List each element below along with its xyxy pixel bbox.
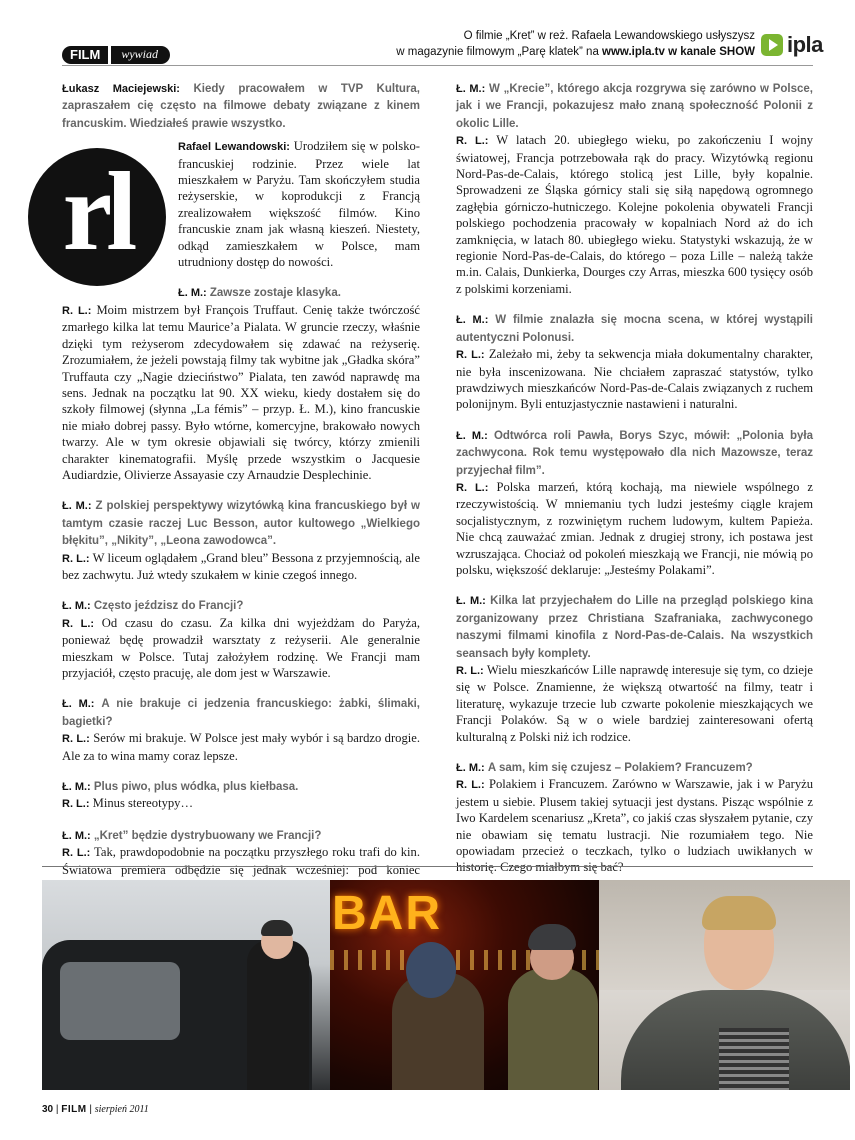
- ipla-logo: [761, 32, 843, 58]
- spacer: [456, 578, 813, 592]
- speaker-label: R. L.:: [62, 552, 90, 565]
- man-in-coat: [247, 940, 309, 1090]
- left-column: [62, 80, 420, 911]
- speaker-label: Ł. M.:: [62, 698, 95, 711]
- question-text: Odtwórca roli Pawła, Borys Szyc, mówił: „Polonia była zachwycona. Rok temu występowało dla nich Mazowsze, teraz przyjechał film”.: [456, 429, 813, 477]
- answer-text: Minus stereotypy…: [92, 796, 194, 811]
- top-rule: [62, 65, 813, 66]
- speaker-label: Ł. M.:: [62, 781, 91, 794]
- man-hair: [702, 896, 776, 930]
- film-still-snow-scene: [599, 880, 850, 1090]
- bottom-rule: [42, 866, 813, 867]
- speaker-label: Ł. M.:: [456, 429, 488, 442]
- answer-text: Od czasu do czasu. Za kilka dni wyjeżdżam do Paryża, ponieważ będę prowadził warsztaty z reżyserii. Ale generalnie mieszkam w Polsce. Tutaj założyłem rodzinę. We Francji mam przyjaciół, często pracuję, ale dom jest w Warszawie.: [62, 615, 420, 680]
- right-column: [456, 80, 813, 925]
- section-label: FILM: [62, 46, 108, 64]
- spacer: [62, 583, 420, 597]
- question: [62, 695, 420, 730]
- question-text: W „Krecie”, którego akcja rozgrywa się zarówno w Polsce, jak i we Francji, pokazujesz mało znaną społeczność Polonii z okolic Lille.: [456, 83, 814, 130]
- ipla-logo-text: ipla: [787, 32, 823, 57]
- spacer: [456, 297, 813, 311]
- question-text: Często jeździsz do Francji?: [93, 600, 244, 613]
- question-text: Z polskiej perspektywy wizytówką kina francuskiego był w tamtym czasie raczej Luc Besson, autor kultowego „Wielkiego błękitu”, „Nikity”, „Leona zawodowca”.: [62, 500, 420, 548]
- speaker-label: R. L.:: [62, 304, 92, 317]
- bar-neon-sign: BAR: [332, 887, 442, 940]
- spacer: [456, 745, 813, 759]
- section-tag: [62, 46, 170, 64]
- question-text: A sam, kim się czujesz – Polakiem? Francuzem?: [487, 762, 753, 775]
- rl-logo-text: rl: [62, 150, 132, 275]
- speaker-label: R. L.:: [62, 798, 90, 811]
- car-window: [60, 962, 180, 1040]
- answer-text: Polska marzeń, którą kochają, ma niewiele wspólnego z rzeczywistością. W mniemaniu tych ludzi jesteśmy ciągle krajem socjalistycznym, z rozwiniętym ruchem ludowym, kultem Papieża. Nie chcą zauważać zmian. Jednak z drugiej strony, ich postawa jest wzruszająca. Chociaż od pokoleń mieszkają we Francji, nie mówią po polsku, większość deklaruje: „Jesteśmy Polakami”.: [456, 479, 814, 577]
- striped-sweater: [719, 1028, 789, 1090]
- answer: [456, 662, 813, 745]
- question-text: Kiedy pracowałem w TVP Kultura, zapraszałem cię często na filmowe debaty związane z kinem francuskim. Wiedziałeś prawie wszystko.: [62, 83, 420, 130]
- play-icon: [761, 34, 783, 56]
- promo-line-2: [235, 44, 755, 60]
- spacer: [62, 681, 420, 695]
- question: [456, 427, 813, 479]
- magazine-name: FILM: [61, 1104, 87, 1115]
- speaker-label: Ł. M.:: [456, 595, 486, 608]
- speaker-label: R. L.:: [62, 847, 91, 860]
- speaker-label: R. L.:: [456, 481, 489, 494]
- question-text: Zawsze zostaje klasyka.: [209, 287, 341, 300]
- answer: [456, 776, 813, 875]
- spacer: [62, 764, 420, 778]
- promo-link[interactable]: www.ipla.tv w kanale SHOW: [602, 46, 755, 58]
- speaker-label: Ł. M.:: [62, 500, 92, 513]
- answer-text: Polakiem i Francuzem. Zarówno w Warszawie, jak i w Paryżu jestem u siebie. Plusem takiej sytuacji jest dystans. Pisząc wspólnie z Iwo Kardelem scenariusz „Kreta”, co jakiś czas słyszałem pytanie, czy nie obawiam się tematu lustracji. Nie rozumiałem tego. Nie opowiadam przecież o teczkach, tylko o ludziach uwikłanych w historię. Czego miałbym się bać?: [456, 777, 814, 875]
- answer-text: Wielu mieszkańców Lille naprawdę interesuje się tym, co dzieje się w Polsce. Znamienne, że większą otwartość na filmy, teatr i literaturę, wykazuje trzecie lub czwarte pokolenie mieszkających we Francji Polaków. Są w o wiele bardziej zainteresowani ofertą kulturalną z Polski niż ich rodzice.: [456, 663, 814, 744]
- film-still-bar-scene: [330, 880, 599, 1090]
- question: [62, 827, 420, 844]
- question: [456, 311, 813, 346]
- issue-date: sierpień 2011: [94, 1104, 149, 1115]
- answer-text: Urodziłem się w polsko-francuskiej rodzinie. Przez wiele lat mieszkałem w Paryżu. Tam skończyłem studia reżyserskie, w koprodukcji z Francją zrealizowałem większość filmów. Kino francuskie znam jak własną kieszeń. Niestety, odkąd zamieszkałem w Polsce, mam utrudniony dostęp do nowości.: [178, 139, 420, 270]
- question-text: Plus piwo, plus wódka, plus kiełbasa.: [93, 781, 299, 794]
- older-man-cap: [528, 924, 576, 950]
- question: [62, 778, 420, 795]
- older-man: [508, 968, 598, 1090]
- answer-text: Moim mistrzem był François Truffaut. Cenię także twórczość zmarłego kilka lat temu Maurice’a Pialata. W gruncie rzeczy, właśnie dzięki tym reżyserom zdecydowałem się zdawać na reżyserię. Zrozumiałem, że jeżeli powstają filmy tak wybitne jak „Gładka skóra” Truffauta czy „Nagie dzieciństwo” Pialata, ten zawód naprawdę ma sens. Jednak na początku lat 90. XX wieku, kiedy dostałem się do szkoły filmowej (słynna „La fémis” – przyp. Ł. M.), kino francuskie nie miało dobrej passy. Było wtórne, komercyjne, brakowało nowych twarzy. Ale w tym okresie objawiali się twórcy, którzy zmienili charakter kinematografii. Myślę przede wszystkim o Jacquesie Audiardzie, Olivierze Assayasie czy Arnaudzie Desplechinie.: [62, 302, 421, 482]
- speaker-label: Łukasz Maciejewski:: [62, 83, 180, 95]
- footer-separator: |: [86, 1104, 95, 1115]
- speaker-label: Ł. M.:: [456, 314, 489, 327]
- speaker-label: Ł. M.:: [62, 829, 91, 842]
- answer-text: Zależało mi, żeby ta sekwencja miała dokumentalny charakter, nie była inscenizowana. Nie chciałem zapraszać statystów, tylko prawdziwych mieszkańców Nord-Pas-de-Calais związanych z ruchem polonijnym. Byli entuzjastycznie nastawieni i naturalni.: [456, 347, 813, 412]
- footer-separator: |: [53, 1104, 62, 1115]
- answer: [456, 132, 813, 297]
- rl-monogram-logo: [28, 148, 166, 286]
- hood: [406, 942, 456, 998]
- answer-text: Tak, prawdopodobnie na początku przyszłego roku trafi do kin. Światowa premiera odbędzie się jednak wcześniej: pod koniec: [62, 845, 420, 877]
- spacer: [456, 413, 813, 427]
- speaker-label: R. L.:: [456, 135, 489, 148]
- speaker-label: R. L.:: [62, 733, 90, 746]
- question: [62, 284, 420, 301]
- question-text: „Kret” będzie dystrybuowany we Francji?: [93, 829, 322, 842]
- speaker-label: R. L.:: [456, 665, 484, 677]
- spacer: [62, 813, 420, 827]
- film-still-car-scene: [42, 880, 330, 1090]
- question: [456, 592, 813, 662]
- answer: [456, 479, 813, 578]
- question: [62, 597, 420, 614]
- answer: [62, 302, 420, 483]
- answer-text: Serów mi brakuje. W Polsce jest mały wybór i są bardzo drogie. Ale za to wina mamy coraz lepsze.: [62, 731, 421, 763]
- question: [456, 759, 813, 776]
- speaker-label: R. L.:: [62, 617, 95, 630]
- answer: [62, 550, 420, 584]
- speaker-label: R. L.:: [456, 349, 485, 362]
- man-cap: [261, 920, 293, 936]
- page-footer: [42, 1104, 149, 1115]
- intro-question: [62, 80, 420, 132]
- header-promo: [235, 28, 755, 60]
- answer: [62, 730, 420, 764]
- answer: [62, 795, 420, 812]
- question: [456, 80, 813, 132]
- spacer: [62, 483, 420, 497]
- speaker-label: Ł. M.:: [62, 600, 91, 613]
- answer: [62, 615, 420, 682]
- question: [62, 497, 420, 549]
- answer-text: W liceum oglądałem „Grand bleu” Bessona z przyjemnością, ale bez zachwytu. Już wtedy szukałem w kinie czegoś innego.: [62, 550, 421, 582]
- speaker-label: R. L.:: [456, 779, 485, 792]
- promo-line-1: O filmie „Kret” w reż. Rafaela Lewandowskiego usłyszysz: [463, 30, 755, 42]
- answer-text: W latach 20. ubiegłego wieku, po zakończeniu I wojny światowej, Francja potrzebowała rąk do pracy. Wizytówką regionu Nord-Pas-de-Calais, którego stolicą jest Lille, były kopalnie. Sprowadzeni ze Śląska górnicy stali się siłą napędową ogromnego zagłębia górniczo-hutniczego. Kolejne pokolenia obywateli Francji polskiego pochodzenia pracowały w kopalniach Nord aż do ich zamknięcia, w latach 80. ubiegłego wieku. Statystyki wskazują, że w regionie Nord-Pas-de-Calais, do którego – poza Lille – należą także m.in. Calais, Dunkierka, Dourges czy Arras, mieszka 600 tysięcy osób z polskimi korzeniami.: [456, 133, 814, 296]
- speaker-label: Rafael Lewandowski:: [178, 141, 290, 154]
- question-text: W filmie znalazła się mocna scena, w której wystąpili autentyczni Polonusi.: [456, 314, 813, 344]
- speaker-label: Ł. M.:: [178, 287, 207, 300]
- film-stills: [42, 880, 850, 1090]
- question-text: Kilka lat przyjechałem do Lille na przegląd polskiego kina zorganizowany przez Christiana Szafraniaka, zachwyconego naszymi filmami kinofila z Nord-Pas-de-Calais. Na wszystkich seansach były komplety.: [456, 595, 813, 660]
- question-text: A nie brakuje ci jedzenia francuskiego: żabki, ślimaki, bagietki?: [62, 698, 421, 728]
- speaker-label: Ł. M.:: [456, 762, 485, 775]
- promo-line-2-text: w magazynie filmowym „Parę klatek” na: [396, 46, 603, 58]
- page-number: 30: [42, 1104, 54, 1115]
- subsection-label: wywiad: [111, 46, 170, 64]
- speaker-label: Ł. M.:: [456, 83, 486, 95]
- answer: [456, 346, 813, 413]
